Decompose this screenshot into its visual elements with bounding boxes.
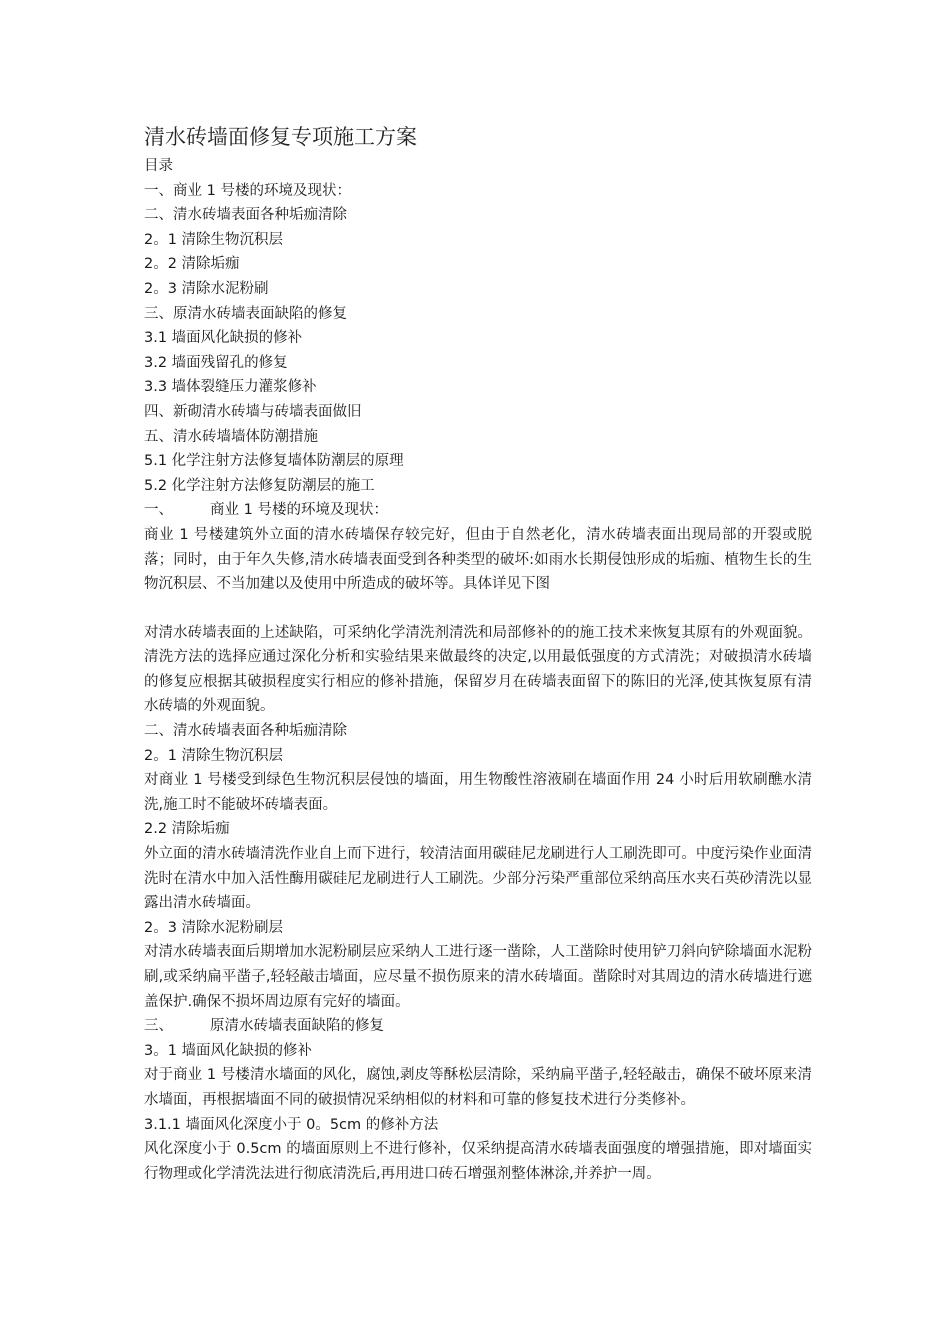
document-title: 清水砖墙面修复专项施工方案 (144, 125, 417, 149)
section-1-number: 一、 (144, 502, 173, 519)
toc-item: 5.1 化学注射方法修复墙体防潮层的原理 (144, 453, 404, 470)
section-3-heading (144, 1014, 812, 1039)
section-2-heading: 二、清水砖墙表面各种垢痂清除 (144, 723, 347, 740)
toc-item: 二、清水砖墙表面各种垢痂清除 (144, 207, 347, 224)
toc-item: 2。3 清除水泥粉刷 (144, 280, 269, 297)
section-1-heading (144, 498, 812, 523)
section-1-paragraph: 商业 1 号楼建筑外立面的清水砖墙保存较完好，但由于自然老化，清水砖墙表面出现局部的开裂或脱落；同时，由于年久失修,清水砖墙表面受到各种类型的破坏:如雨水长期侵蚀形成的垢痂、植物生长的生物沉积层、不当加建以及使用中所造成的破坏等。具体详见下图 (144, 526, 812, 593)
toc-item: 四、新砌清水砖墙与砖墙表面做旧 (144, 403, 362, 420)
subsection-2-2-body: 外立面的清水砖墙清洗作业自上而下进行，较清洁面用碳硅尼龙刷进行人工刷洗即可。中度污染作业面清洗时在清水中加入活性酶用碳硅尼龙刷进行人工刷洗。少部分污染严重部位采纳高压水夹石英砂清洗以显露出清水砖墙面。 (144, 846, 812, 912)
section-1-title: 商业 1 号楼的环境及现状： (210, 502, 388, 519)
subsection-3-1-body: 对于商业 1 号楼清水墙面的风化，腐蚀,剥皮等酥松层清除，采纳扁平凿子,轻轻敲击，确保不破坏原来清水墙面，再根据墙面不同的破损情况采纳相似的材料和可靠的修复技术进行分类修补。 (144, 1067, 812, 1108)
toc-label: 目录 (144, 158, 173, 174)
section-3-number: 三、 (144, 1018, 173, 1035)
subsection-2-3-body: 对清水砖墙表面后期增加水泥粉刷层应采纳人工进行逐一凿除，人工凿除时使用铲刀斜向铲除墙面水泥粉刷,或采纳扁平凿子,轻轻敲击墙面，应尽量不损伤原来的清水砖墙面。凿除时对其周边的清水砖墙进行遮盖保护.确保不损坏周边原有完好的墙面。 (144, 944, 812, 1010)
subsection-2-1-body: 对商业 1 号楼受到绿色生物沉积层侵蚀的墙面，用生物酸性溶液刷在墙面作用 24 小时后用软刷醮水清洗,施工时不能破坏砖墙表面。 (144, 772, 812, 813)
subsection-3-1-1-body: 风化深度小于 0.5cm 的墙面原则上不进行修补，仅采纳提高清水砖墙表面强度的增强措施，即对墙面实行物理或化学清洗法进行彻底清洗后,再用进口砖石增强剂整体淋涂,并养护一周。 (144, 1141, 812, 1182)
subsection-2-2-heading: 2.2 清除垢痂 (144, 821, 230, 838)
subsection-2-3-heading: 2。3 清除水泥粉刷层 (144, 919, 284, 936)
toc-item: 3.2 墙面残留孔的修复 (144, 354, 288, 371)
toc-item: 五、清水砖墙墙体防潮措施 (144, 428, 318, 445)
section-3-title: 原清水砖墙表面缺陷的修复 (210, 1018, 384, 1035)
subsection-2-1-heading: 2。1 清除生物沉积层 (144, 747, 284, 764)
toc-item: 三、原清水砖墙表面缺陷的修复 (144, 305, 347, 322)
toc-item: 2。1 清除生物沉积层 (144, 231, 284, 248)
toc-item: 5.2 化学注射方法修复防潮层的施工 (144, 477, 375, 494)
subsection-3-1-1-heading: 3.1.1 墙面风化深度小于 0。5cm 的修补方法 (144, 1116, 439, 1133)
section-1-paragraph: 对清水砖墙表面的上述缺陷，可采纳化学清洗剂清洗和局部修补的的施工技术来恢复其原有的外观面貌。清洗方法的选择应通过深化分析和实验结果来做最终的决定,以用最低强度的方式清洗；对破损清水砖墙的修复应根据其破损程度实行相应的修补措施，保留岁月在砖墙表面留下的陈旧的光泽,使其恢复原有清水砖墙的外观面貌。 (144, 624, 812, 715)
table-of-contents (144, 179, 812, 499)
subsection-3-1-heading: 3。1 墙面风化缺损的修补 (144, 1042, 313, 1059)
toc-item: 3.1 墙面风化缺损的修补 (144, 330, 303, 347)
toc-item: 一、商业 1 号楼的环境及现状： (144, 182, 351, 199)
toc-item: 3.3 墙体裂缝压力灌浆修补 (144, 379, 317, 396)
toc-item: 2。2 清除垢痂 (144, 256, 240, 273)
image-placeholder-gap (144, 597, 812, 621)
document-page (144, 122, 812, 1186)
